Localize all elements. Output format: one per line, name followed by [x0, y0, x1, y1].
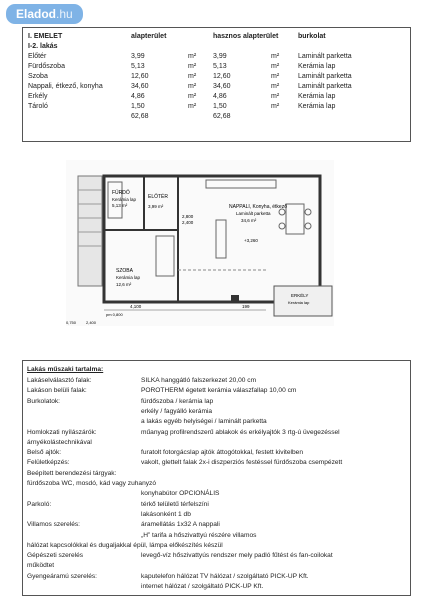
room-area: 34,60	[131, 83, 149, 90]
spec-value: POROTHERM égetett kerámia válaszfallap 10,00 cm	[141, 387, 297, 395]
plan-szoba-label: SZOBA	[116, 268, 133, 274]
unit-m2: m²	[271, 63, 280, 70]
spec-value: műanyag profilrendszerű ablakok és erkélyajtók 3 rtg-ú üvegezéssel	[141, 428, 340, 436]
header-floor-cover: burkolat	[298, 33, 326, 40]
spec-value: a lakás egyéb helyiségei / laminált parketta	[141, 418, 267, 426]
spec-label: működtet	[27, 562, 55, 570]
spec-value: térkő telületű térfelszíni	[141, 500, 209, 508]
spec-title: Lakás műszaki tartalma:	[27, 366, 104, 373]
brand-name: Eladod	[16, 7, 57, 21]
plan-level-mark: +3,260	[244, 238, 258, 243]
unit-m2: m²	[188, 63, 197, 70]
room-name: Tároló	[28, 103, 48, 110]
spec-value: áramellátás 1x32 A nappali	[141, 521, 220, 529]
spec-value: kaputelefon hálózat TV hálózat / szolgáltató PICK-UP Kft.	[141, 572, 309, 580]
plan-furdo-label: FÜRDŐ	[112, 190, 130, 196]
spec-label: fürdőszoba WC, mosdó, kád vagy zuhanyzó	[27, 480, 157, 487]
plan-dim-2400-vertical: 2,400	[86, 320, 97, 325]
technical-spec	[22, 360, 411, 596]
room-name: Szoba	[28, 73, 48, 80]
room-net-area: 12,60	[213, 73, 231, 80]
room-area: 5,13	[131, 63, 145, 70]
plan-furdo-cover: Kerámia lap	[112, 197, 137, 202]
spec-value: internet hálózat / szolgáltató PICK-UP Kft.	[141, 583, 264, 590]
unit-m2: m²	[271, 93, 280, 100]
plan-dim-2800: 2,800	[182, 214, 194, 219]
plan-erkely-cover: Kerámia lap	[288, 300, 310, 305]
brand-badge[interactable]	[6, 4, 83, 24]
plan-dim-4100: 4,100	[130, 304, 142, 309]
unit-label: I-2. lakás	[28, 43, 58, 50]
spec-label: Beépített berendezési tárgyak:	[27, 469, 117, 477]
spec-label: Felületképzés:	[27, 459, 70, 467]
unit-m2: m²	[271, 103, 280, 110]
room-net-area: 4,86	[213, 93, 227, 100]
floor-label: I. EMELET	[28, 33, 63, 40]
room-area: 4,86	[131, 93, 145, 100]
plan-dim-0750: 0,750	[66, 320, 77, 325]
plan-nappali-area: 34,6 m²	[241, 218, 257, 223]
spec-label: Gépészeti szerelés	[27, 552, 84, 560]
plan-dim-pm: pm 0,800	[106, 312, 123, 317]
spec-label: hálózat kapcsolókkal és dugaljakkal épül, lámpa előkészítés készül	[27, 541, 223, 549]
spec-value: vakolt, glettelt falak 2x-i diszperziós festéssel fürdőszoba csempézett	[141, 459, 343, 467]
plan-nappali-cover: Laminált parketta	[236, 211, 271, 216]
unit-m2: m²	[188, 93, 197, 100]
brand-tld: .hu	[56, 7, 73, 21]
room-area: 12,60	[131, 73, 149, 80]
room-name: Előtér	[28, 53, 47, 60]
spec-value: SILKA hanggátló falszerkezet 20,00 cm	[141, 377, 257, 384]
floor-plan	[66, 160, 334, 326]
room-cover: Laminált parketta	[298, 83, 352, 90]
spec-label: Lakáselválasztó falak:	[27, 377, 92, 384]
room-net-area: 5,13	[213, 63, 227, 70]
spec-label: Lakáson belüli falak:	[27, 387, 87, 395]
spec-value: fürdőszoba / kerámia lap	[141, 397, 214, 405]
plan-nappali-label: NAPPALI, Konyha, étkező	[229, 204, 287, 210]
room-net-area: 1,50	[213, 103, 227, 110]
spec-value: konyhabútor OPCIONÁLIS	[141, 490, 220, 498]
unit-m2: m²	[188, 103, 197, 110]
spec-label: Gyengeáramú szerelés:	[27, 572, 98, 580]
unit-m2: m²	[188, 53, 197, 60]
room-cover: Kerámia lap	[298, 93, 336, 100]
room-cover: Laminált parketta	[298, 53, 352, 60]
room-cover: Kerámia lap	[298, 63, 336, 70]
plan-dim-2400: 2,400	[182, 220, 194, 225]
plan-furdo-area: 5,13 m²	[112, 203, 128, 208]
header-area: alapterület	[131, 33, 167, 40]
spec-label: Burkolatok:	[27, 397, 60, 405]
room-area: 3,99	[131, 53, 145, 60]
plan-szoba-cover: Kerámia lap	[116, 275, 141, 280]
header-net-area: hasznos alapterület	[213, 33, 279, 40]
total-area: 62,68	[131, 113, 149, 120]
total-net-area: 62,68	[213, 113, 231, 120]
spec-value: erkély / fagyálló kerámia	[141, 407, 213, 415]
room-net-area: 34,60	[213, 83, 231, 90]
room-area: 1,50	[131, 103, 145, 110]
unit-m2: m²	[271, 53, 280, 60]
plan-dim-199: 199	[242, 304, 250, 309]
room-name: Fürdőszoba	[28, 63, 65, 70]
unit-m2: m²	[188, 73, 197, 80]
spec-label: árnyékolástechnikával	[27, 438, 92, 446]
room-name: Erkély	[28, 93, 48, 100]
spec-label: Parkoló:	[27, 500, 52, 508]
room-net-area: 3,99	[213, 53, 227, 60]
spec-value: furatolt fotorgácslap ajtók áttogótokkal, festett kivitelben	[141, 449, 304, 457]
plan-szoba-area: 12,6 m²	[116, 282, 132, 287]
plan-eloter-area: 3,99 m²	[148, 204, 164, 209]
spec-label: Homlokzati nyílászárók:	[27, 428, 97, 436]
spec-value: lakásonként 1 db	[141, 510, 191, 518]
spec-label: Belső ajtók:	[27, 449, 62, 457]
plan-eloter-label: ELŐTÉR	[148, 194, 169, 200]
unit-m2: m²	[271, 73, 280, 80]
area-table	[22, 27, 411, 142]
spec-value: levegő-víz hőszivattyús rendszer mely padló fűtést és fan-coilokat	[141, 552, 333, 560]
room-name: Nappali, étkező, konyha	[28, 83, 103, 90]
spec-label: Villamos szerelés:	[27, 521, 81, 529]
room-cover: Kerámia lap	[298, 103, 336, 110]
unit-m2: m²	[188, 83, 197, 90]
room-cover: Laminált parketta	[298, 73, 352, 80]
plan-erkely-label: ERKÉLY	[291, 293, 309, 298]
spec-value: „H” tarifa a hőszivattyú részére villamos	[141, 531, 257, 539]
unit-m2: m²	[271, 83, 280, 90]
